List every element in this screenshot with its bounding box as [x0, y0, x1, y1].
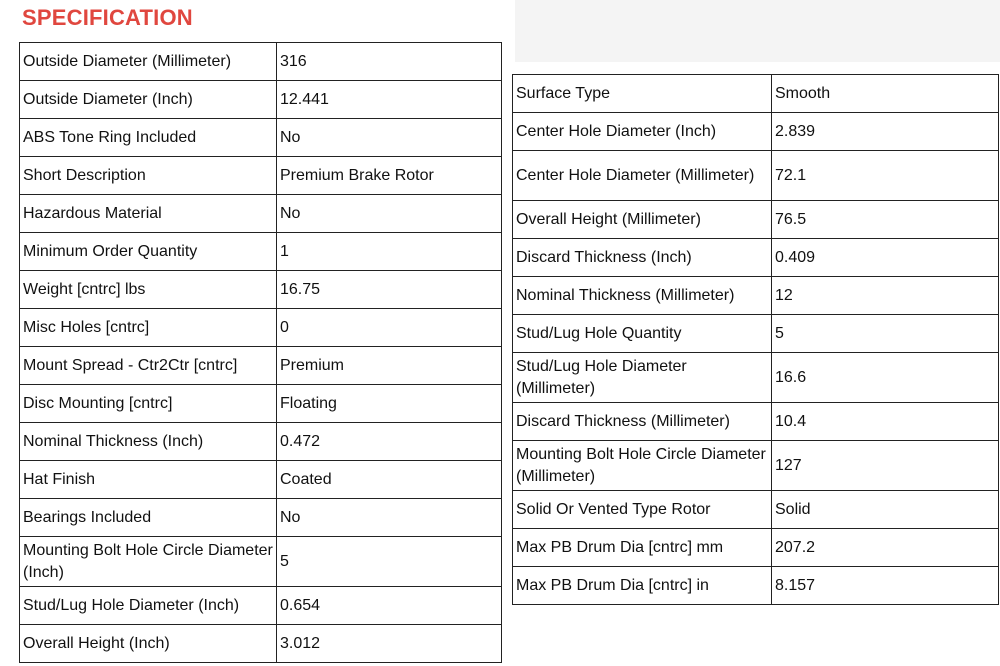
table-row	[513, 529, 999, 567]
table-row	[20, 119, 502, 157]
spec-label: Center Hole Diameter (Millimeter)	[513, 151, 772, 201]
table-row	[513, 151, 999, 201]
section-heading: SPECIFICATION	[22, 5, 193, 30]
spec-label: Outside Diameter (Millimeter)	[20, 43, 277, 81]
spec-label: Mount Spread - Ctr2Ctr [cntrc]	[20, 347, 277, 385]
spec-value: 3.012	[277, 625, 502, 663]
table-row	[513, 353, 999, 403]
spec-label: Misc Holes [cntrc]	[20, 309, 277, 347]
spec-label: Mounting Bolt Hole Circle Diameter (Inch)	[20, 537, 277, 587]
spec-value: 16.6	[772, 353, 999, 403]
table-row	[20, 233, 502, 271]
table-row	[20, 271, 502, 309]
table-row	[513, 403, 999, 441]
table-row	[20, 81, 502, 119]
spec-value: 0.654	[277, 587, 502, 625]
spec-value: 16.75	[277, 271, 502, 309]
table-row	[513, 441, 999, 491]
spec-label: Hat Finish	[20, 461, 277, 499]
table-row	[20, 195, 502, 233]
spec-value: 5	[277, 537, 502, 587]
table-row	[20, 309, 502, 347]
spec-value: 8.157	[772, 567, 999, 605]
table-row	[20, 385, 502, 423]
table-row	[513, 239, 999, 277]
table-row	[20, 43, 502, 81]
spec-label: Stud/Lug Hole Diameter (Inch)	[20, 587, 277, 625]
spec-value: Coated	[277, 461, 502, 499]
spec-label: Surface Type	[513, 75, 772, 113]
spec-label: Discard Thickness (Millimeter)	[513, 403, 772, 441]
table-row	[513, 201, 999, 239]
spec-value: No	[277, 499, 502, 537]
spec-value: 207.2	[772, 529, 999, 567]
spec-label: Overall Height (Millimeter)	[513, 201, 772, 239]
spec-label: Nominal Thickness (Inch)	[20, 423, 277, 461]
spec-value: 2.839	[772, 113, 999, 151]
spec-label: Overall Height (Inch)	[20, 625, 277, 663]
spec-value: 316	[277, 43, 502, 81]
spec-label: Outside Diameter (Inch)	[20, 81, 277, 119]
spec-value: Premium Brake Rotor	[277, 157, 502, 195]
spec-label: Minimum Order Quantity	[20, 233, 277, 271]
spec-table-right	[512, 74, 999, 605]
spec-label: Stud/Lug Hole Quantity	[513, 315, 772, 353]
table-row	[20, 499, 502, 537]
spec-label: Weight [cntrc] lbs	[20, 271, 277, 309]
spec-value: 76.5	[772, 201, 999, 239]
spec-label: Hazardous Material	[20, 195, 277, 233]
spec-value: 0.409	[772, 239, 999, 277]
table-row	[20, 347, 502, 385]
spec-table-left	[19, 42, 502, 663]
spec-value: 0	[277, 309, 502, 347]
spec-label: Discard Thickness (Inch)	[513, 239, 772, 277]
table-row	[513, 113, 999, 151]
spec-label: ABS Tone Ring Included	[20, 119, 277, 157]
spec-label: Solid Or Vented Type Rotor	[513, 491, 772, 529]
spec-value: Floating	[277, 385, 502, 423]
table-row	[20, 537, 502, 587]
spec-label: Bearings Included	[20, 499, 277, 537]
spec-value: Solid	[772, 491, 999, 529]
spec-label: Max PB Drum Dia [cntrc] in	[513, 567, 772, 605]
spec-value: 0.472	[277, 423, 502, 461]
spec-value: Smooth	[772, 75, 999, 113]
table-row	[20, 461, 502, 499]
spec-label: Stud/Lug Hole Diameter (Millimeter)	[513, 353, 772, 403]
spec-label: Mounting Bolt Hole Circle Diameter (Millimeter)	[513, 441, 772, 491]
table-row	[20, 587, 502, 625]
spec-value: 10.4	[772, 403, 999, 441]
spec-value: 5	[772, 315, 999, 353]
table-row	[513, 75, 999, 113]
spec-value: No	[277, 119, 502, 157]
table-row	[513, 315, 999, 353]
spec-label: Center Hole Diameter (Inch)	[513, 113, 772, 151]
table-row	[20, 157, 502, 195]
spec-value: 12	[772, 277, 999, 315]
header-shade	[515, 0, 1000, 62]
table-row	[513, 277, 999, 315]
spec-value: No	[277, 195, 502, 233]
table-row	[20, 423, 502, 461]
spec-value: 1	[277, 233, 502, 271]
spec-value: Premium	[277, 347, 502, 385]
spec-value: 127	[772, 441, 999, 491]
spec-label: Nominal Thickness (Millimeter)	[513, 277, 772, 315]
spec-value: 72.1	[772, 151, 999, 201]
spec-label: Max PB Drum Dia [cntrc] mm	[513, 529, 772, 567]
table-row	[513, 491, 999, 529]
spec-label: Disc Mounting [cntrc]	[20, 385, 277, 423]
table-row	[20, 625, 502, 663]
spec-value: 12.441	[277, 81, 502, 119]
table-row	[513, 567, 999, 605]
spec-label: Short Description	[20, 157, 277, 195]
